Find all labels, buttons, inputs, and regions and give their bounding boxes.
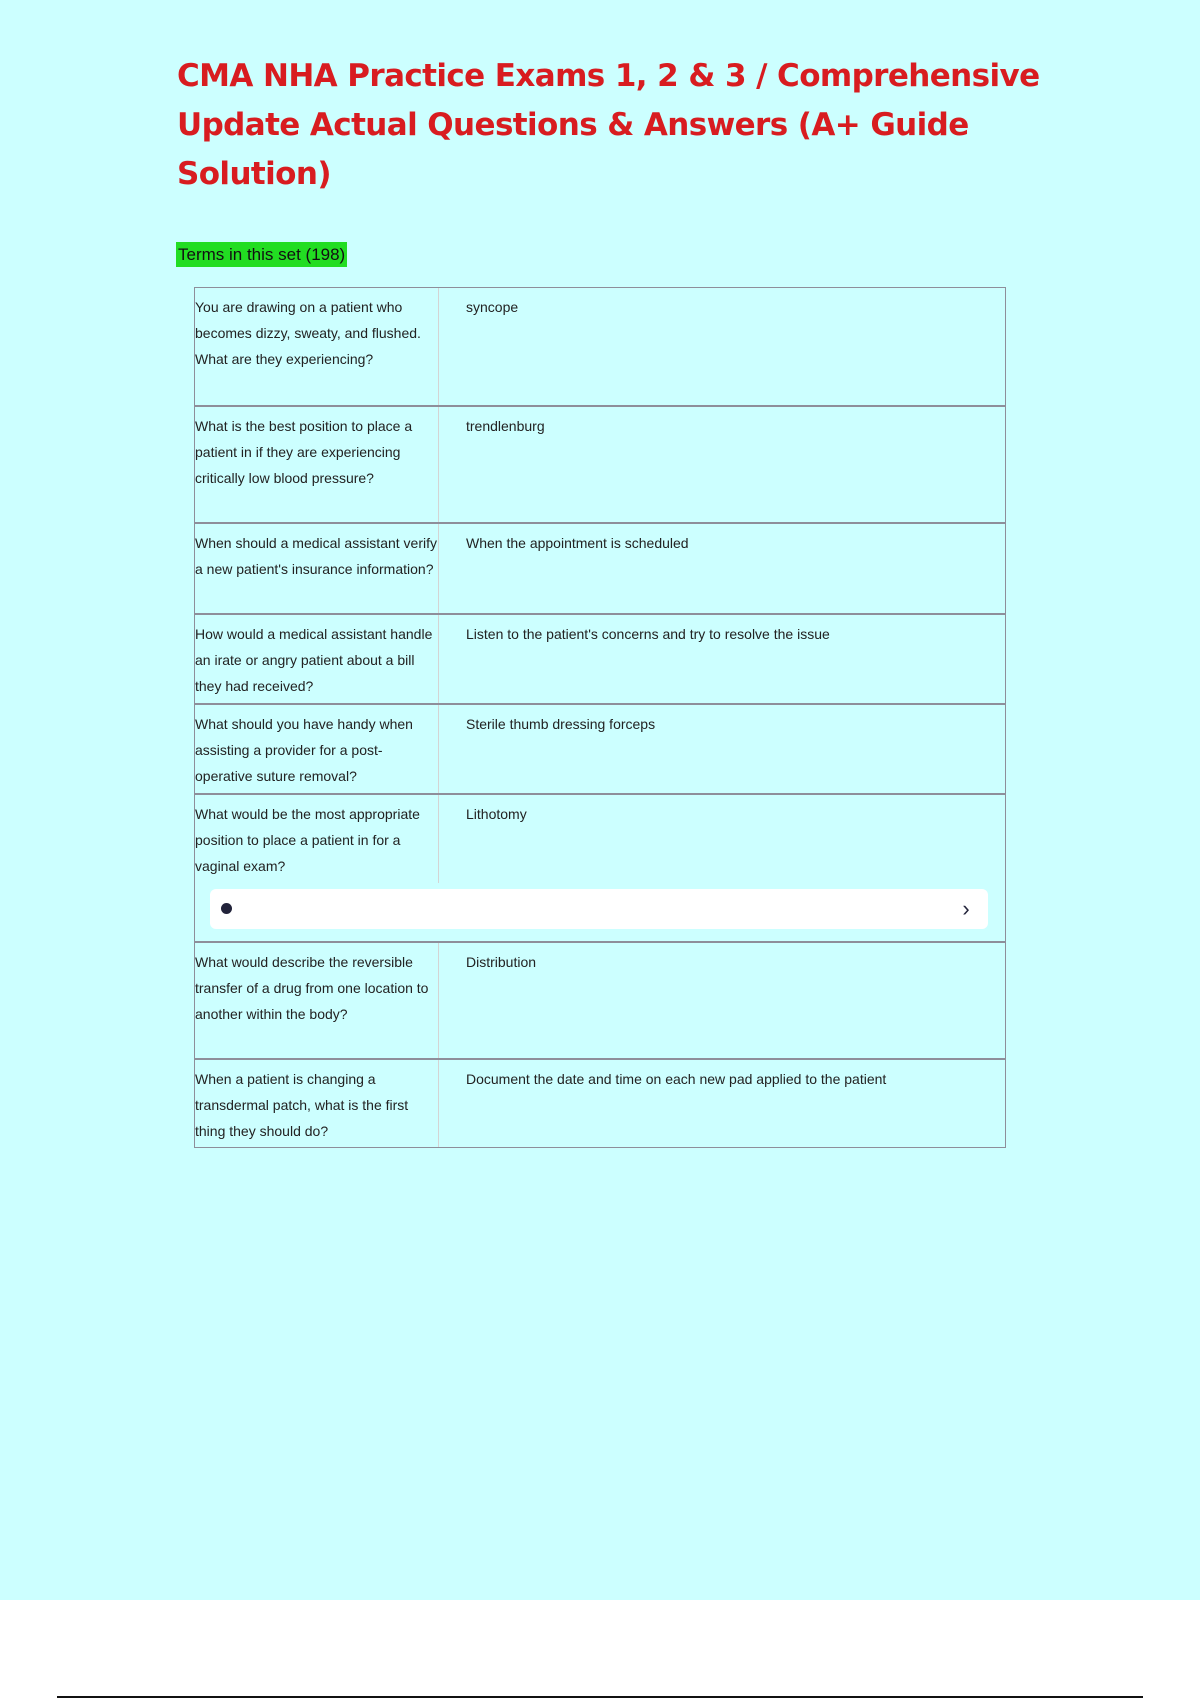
definition-text: Document the date and time on each new pad applied to the patient — [466, 1071, 887, 1087]
carousel-dot-icon[interactable] — [221, 903, 232, 914]
table-row — [195, 1058, 1005, 1147]
terms-table — [194, 287, 1006, 1148]
table-row — [195, 793, 1005, 941]
table-row — [195, 522, 1005, 613]
table-row — [195, 405, 1005, 522]
table-row — [195, 613, 1005, 703]
term-text: What would be the most appropriate position to place a patient in for a vaginal exam? — [195, 795, 439, 883]
definition-text: Distribution — [466, 954, 537, 970]
footer-divider — [57, 1696, 1143, 1698]
definition-text: Listen to the patient's concerns and try to resolve the issue — [466, 626, 830, 642]
term-text: When a patient is changing a transdermal patch, what is the first thing they should do? — [195, 1060, 439, 1147]
definition-text: syncope — [466, 299, 519, 315]
definition-text: When the appointment is scheduled — [466, 535, 689, 551]
term-text: What would describe the reversible transfer of a drug from one location to another within the body? — [195, 943, 439, 1058]
term-text: How would a medical assistant handle an irate or angry patient about a bill they had received? — [195, 615, 439, 703]
table-row — [195, 288, 1005, 405]
table-row — [195, 703, 1005, 793]
term-text: When should a medical assistant verify a new patient's insurance information? — [195, 524, 439, 613]
term-text: What should you have handy when assisting a provider for a post-operative suture removal? — [195, 705, 439, 793]
definition-text: trendlenburg — [466, 418, 545, 434]
table-row — [195, 941, 1005, 1058]
terms-count-label: Terms in this set (198) — [176, 242, 347, 267]
table-row-content — [195, 795, 1005, 883]
term-text: What is the best position to place a patient in if they are experiencing critically low blood pressure? — [195, 407, 439, 522]
chevron-right-icon[interactable]: › — [962, 896, 970, 921]
term-text: You are drawing on a patient who becomes dizzy, sweaty, and flushed. What are they experiencing? — [195, 288, 439, 405]
definition-text: Lithotomy — [466, 806, 527, 822]
definition-text: Sterile thumb dressing forceps — [466, 716, 656, 732]
document-title: CMA NHA Practice Exams 1, 2 & 3 / Comprehensive Update Actual Questions & Answers (A+ Guide Solution) — [177, 58, 1040, 192]
carousel-bar — [210, 889, 988, 929]
